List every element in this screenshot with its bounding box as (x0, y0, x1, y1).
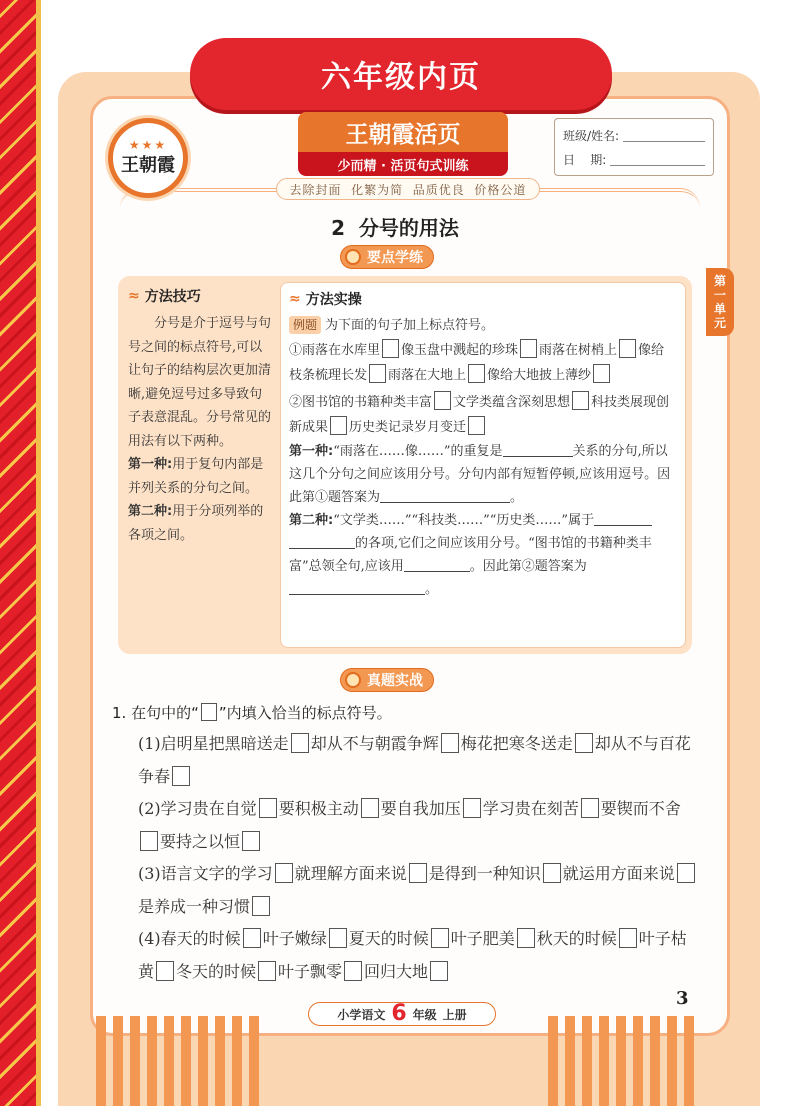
ribbon-edge (36, 0, 41, 1106)
practice-item-3 (112, 858, 702, 923)
item-label: (1) (138, 734, 161, 753)
punctuation-box[interactable] (291, 733, 309, 753)
lesson-title: 2 分号的用法 (331, 216, 459, 240)
punctuation-box[interactable] (431, 928, 449, 948)
item-label: (2) (138, 799, 161, 818)
punctuation-box[interactable] (382, 339, 399, 358)
exp2-text-b: 的各项,它们之间应该用分号。“图书馆的书籍种类丰富”总领全句,应该用 (289, 536, 652, 574)
item-part: 秋天的时候 (536, 929, 617, 948)
section2-label: 真题实战 (367, 673, 423, 689)
item-part: 就理解方面来说 (294, 864, 407, 883)
method-tips-text (128, 312, 272, 547)
footer-volume: 上册 (442, 1007, 467, 1022)
item-label: (3) (138, 864, 161, 883)
item-part: 叶子肥美 (450, 929, 515, 948)
punctuation-box[interactable] (140, 831, 158, 851)
brand-logo (108, 118, 188, 198)
type2-label: 第二种: (128, 504, 173, 519)
punctuation-box[interactable] (619, 928, 637, 948)
punctuation-box[interactable] (619, 339, 636, 358)
answer-blank[interactable] (404, 558, 470, 572)
punctuation-box[interactable] (543, 863, 561, 883)
item-part: 是得到一种知识 (428, 864, 541, 883)
item-part: 学习贵在刻苦 (482, 799, 579, 818)
q2-part: 历史类记录岁月变迁 (349, 420, 467, 435)
method-practice (280, 282, 686, 648)
q1-part: 像玉盘中溅起的珍珠 (401, 343, 519, 358)
q-head-a: 1. 在句中的“ (112, 704, 199, 722)
punctuation-box[interactable] (468, 416, 485, 435)
side-tab-char: 一 (713, 288, 726, 302)
q1-part: 像给大地披上薄纱 (487, 368, 592, 383)
item-part: 要积极主动 (278, 799, 359, 818)
side-tab-char: 单 (713, 302, 726, 316)
student-info-box (554, 118, 714, 176)
section1-label: 要点学练 (367, 250, 423, 266)
item-part: 要自我加压 (380, 799, 461, 818)
class-name-field[interactable] (623, 128, 705, 142)
punctuation-box[interactable] (275, 863, 293, 883)
banner-title: 六年级内页 (321, 60, 481, 95)
item-part: 却从不与朝霞争辉 (310, 734, 439, 753)
item-part: 叶子飘零 (278, 961, 343, 981)
explanation-2 (289, 509, 677, 601)
answer-blank[interactable] (380, 489, 510, 503)
example-question-2 (289, 390, 677, 440)
exp1-text-b: 关系的分句,所以这几个分句之间应该用分号。分句内部有短暂停顿,应该用逗号。因此第①题答案为 (289, 444, 671, 505)
exp2-end: 。 (425, 582, 439, 597)
answer-blank[interactable] (289, 581, 425, 595)
item-part: 夏天的时候 (348, 929, 429, 948)
brand-subtitle: 少而精 · 活页句式训练 (337, 158, 469, 174)
answer-blank[interactable] (594, 512, 652, 526)
brand-header (298, 112, 508, 180)
box-symbol-icon (201, 703, 217, 721)
type1-label: 第一种: (128, 457, 173, 472)
punctuation-box[interactable] (369, 364, 386, 383)
item-part: 叶子枯黄 (138, 929, 687, 981)
punctuation-box[interactable] (242, 831, 260, 851)
q2-part: 科技类展现创新成果 (289, 395, 670, 435)
practice-item-4 (112, 923, 702, 988)
practice-item-1 (112, 728, 702, 793)
q2-part: ②图书馆的书籍种类丰富 (289, 395, 433, 410)
footer-stripes-left (96, 1016, 259, 1106)
punctuation-box[interactable] (330, 416, 347, 435)
method-tips-intro: 分号是介于逗号与句号之间的标点符号,可以让句子的结构层次更加清晰,避免逗号过多导致句子表意混乱。分号常见的用法有以下两种。 (128, 316, 272, 449)
date-label: 日 期: (563, 152, 607, 167)
method-tips (128, 286, 272, 644)
footer-subject: 小学语文 (337, 1007, 386, 1022)
question-heading (112, 700, 702, 726)
slogan-text: 去除封面 化繁为简 品质优良 价格公道 (289, 182, 527, 197)
class-name-label: 班级/姓名: (563, 128, 620, 143)
punctuation-box[interactable] (252, 896, 270, 916)
item-part: 要锲而不舍 (600, 799, 681, 818)
item-part: 梅花把寒冬送走 (460, 734, 573, 753)
footer-stripes-right (548, 1016, 694, 1106)
punctuation-box[interactable] (575, 733, 593, 753)
method-tips-heading: 方法技巧 (144, 289, 201, 305)
footer-grade-pill (308, 1002, 496, 1026)
punctuation-box[interactable] (572, 391, 589, 410)
practice-questions (112, 700, 702, 988)
item-part: 学习贵在自觉 (160, 799, 257, 818)
item-part: 回归大地 (364, 961, 429, 981)
punctuation-box[interactable] (258, 961, 276, 981)
exp2-label: 第二种: (289, 513, 334, 528)
example-prompt-line (289, 313, 677, 338)
punctuation-box[interactable] (593, 364, 610, 383)
punctuation-box[interactable] (517, 928, 535, 948)
date-field[interactable] (610, 152, 705, 166)
punctuation-box[interactable] (434, 391, 451, 410)
wave-icon: ≈ (289, 291, 301, 307)
footer-grade-number: 6 (391, 1001, 407, 1026)
q2-part: 文学类蕴含深刻思想 (453, 395, 571, 410)
medal-icon (345, 249, 361, 265)
punctuation-box[interactable] (441, 733, 459, 753)
method-practice-heading: 方法实操 (305, 292, 362, 308)
answer-blank[interactable] (503, 443, 573, 457)
decorative-ribbon (0, 0, 36, 1106)
answer-blank[interactable] (289, 535, 355, 549)
punctuation-box[interactable] (329, 928, 347, 948)
wave-icon: ≈ (128, 288, 140, 304)
exp2-text-a: “文学类……”“科技类……”“历史类……”属于 (333, 513, 595, 528)
exp2-text-c: 。因此第②题答案为 (469, 559, 587, 574)
q1-part: 雨落在树梢上 (539, 343, 618, 358)
type2-text: 用于分项列举的各项之间。 (128, 504, 264, 543)
q1-part: ①雨落在水库里 (289, 343, 381, 358)
item-part: 语言文字的学习 (160, 864, 273, 883)
q-head-b: ”内填入恰当的标点符号。 (218, 704, 392, 722)
section-pill-real-exam (340, 668, 434, 692)
brand-name: 王朝霞活页 (345, 121, 461, 148)
punctuation-box[interactable] (520, 339, 537, 358)
example-question-1 (289, 338, 677, 388)
type1-text: 用于复句内部是并列关系的分句之间。 (128, 457, 264, 496)
punctuation-box[interactable] (243, 928, 261, 948)
item-part: 启明星把黑暗送走 (160, 734, 289, 753)
item-part: 冬天的时候 (176, 961, 257, 981)
practice-item-2 (112, 793, 702, 858)
punctuation-box[interactable] (361, 798, 379, 818)
item-part: 却从不与百花争春 (138, 734, 691, 786)
title-banner (190, 38, 612, 110)
punctuation-box[interactable] (259, 798, 277, 818)
unit-side-tab (706, 268, 734, 336)
section-pill-key-points (340, 245, 434, 269)
punctuation-box[interactable] (463, 798, 481, 818)
punctuation-box[interactable] (468, 364, 485, 383)
explanation-1 (289, 440, 677, 509)
crown-icon: ★★★ (128, 138, 168, 152)
item-part: 就运用方面来说 (562, 864, 675, 883)
page-number: 3 (676, 988, 689, 1009)
item-part: 要持之以恒 (160, 831, 241, 851)
punctuation-box[interactable] (156, 961, 174, 981)
punctuation-box[interactable] (172, 766, 190, 786)
punctuation-box[interactable] (581, 798, 599, 818)
punctuation-box[interactable] (677, 863, 695, 883)
item-part: 是养成一种习惯 (138, 896, 251, 916)
medal-icon (345, 672, 361, 688)
item-label: (4) (138, 929, 161, 948)
side-tab-char: 元 (713, 316, 726, 330)
logo-text: 王朝霞 (121, 155, 175, 176)
q1-part: 像给枝条梳理长发 (289, 343, 665, 383)
punctuation-box[interactable] (344, 961, 362, 981)
footer-grade-unit: 年级 (412, 1007, 437, 1022)
exp1-label: 第一种: (289, 444, 334, 459)
punctuation-box[interactable] (430, 961, 448, 981)
exp1-text-a: “雨落在……像……”的重复是 (333, 444, 503, 459)
item-part: 叶子嫩绿 (262, 929, 327, 948)
side-tab-char: 第 (713, 274, 726, 288)
exp1-end: 。 (510, 490, 524, 505)
punctuation-box[interactable] (409, 863, 427, 883)
item-part: 春天的时候 (160, 929, 241, 948)
slogan-bar (276, 178, 540, 200)
example-tag: 例题 (289, 316, 321, 334)
q1-part: 雨落在大地上 (388, 368, 467, 383)
example-prompt: 为下面的句子加上标点符号。 (325, 318, 495, 333)
